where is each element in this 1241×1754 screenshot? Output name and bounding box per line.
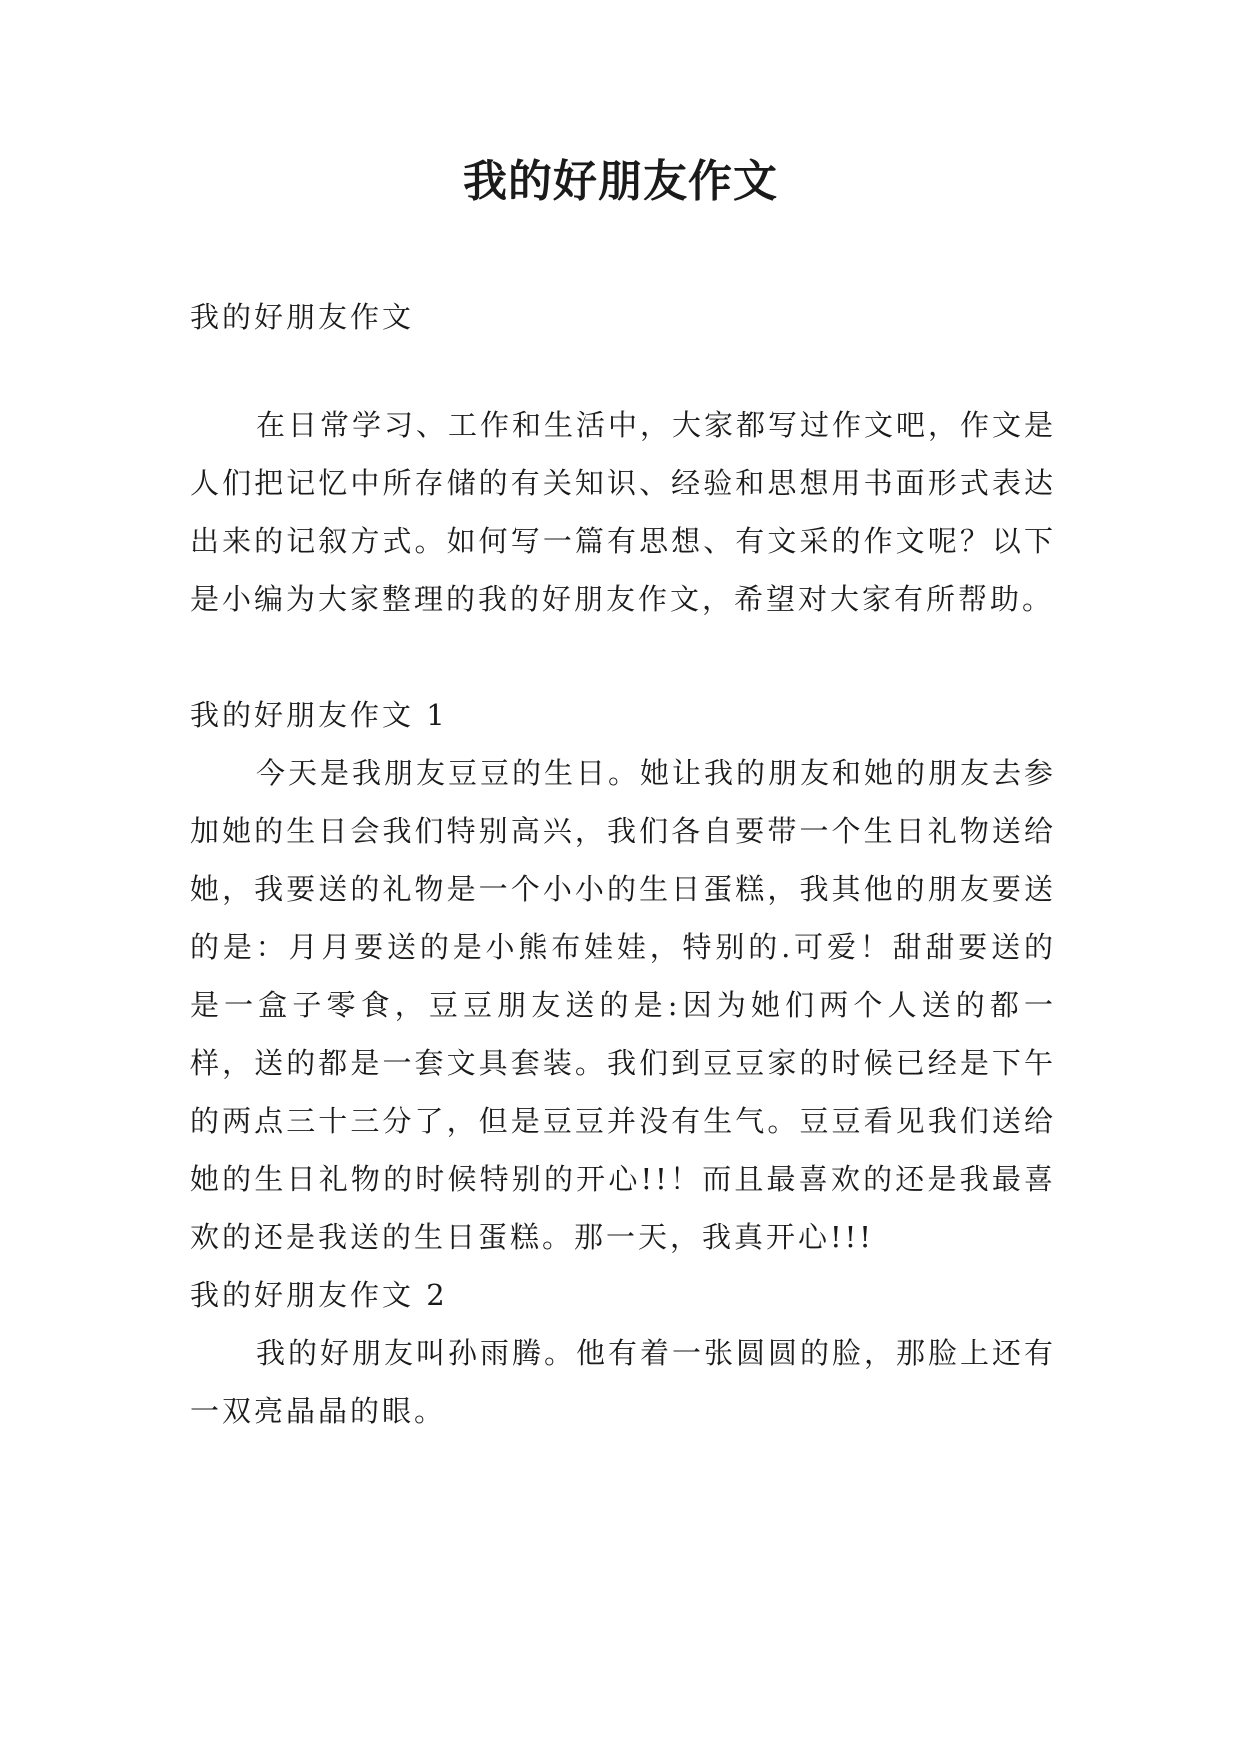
document-title: 我的好朋友作文 [463,156,778,207]
section-heading-1: 我的好朋友作文 1 [190,698,448,732]
document-subtitle: 我的好朋友作文 [190,300,415,334]
intro-paragraph: 在日常学习、工作和生活中，大家都写过作文吧，作文是人们把记忆中所存储的有关知识、经验和思想用书面形式表达出来的记叙方式。如何写一篇有思想、有文采的作文呢？以下是小编为大家整理的我的好朋友作文，希望对大家有所帮助。 [190,408,1057,616]
section-body-2: 我的好朋友叫孙雨腾。他有着一张圆圆的脸，那脸上还有一双亮晶晶的眼。 [190,1336,1057,1428]
section-heading-2: 我的好朋友作文 2 [190,1278,448,1312]
document-body [190,288,1056,1440]
section-body-1: 今天是我朋友豆豆的生日。她让我的朋友和她的朋友去参加她的生日会我们特别高兴，我们各自要带一个生日礼物送给她，我要送的礼物是一个小小的生日蛋糕，我其他的朋友要送的是：月月要送的是小熊布娃娃，特别的.可爱！甜甜要送的是一盒子零食，豆豆朋友送的是:因为她们两个人送的都一样，送的都是一套文具套装。我们到豆豆家的时候已经是下午的两点三十三分了，但是豆豆并没有生气。豆豆看见我们送给她的生日礼物的时候特别的开心!!！而且最喜欢的还是我最喜欢的还是我送的生日蛋糕。那一天，我真开心!!! [190,756,1057,1254]
